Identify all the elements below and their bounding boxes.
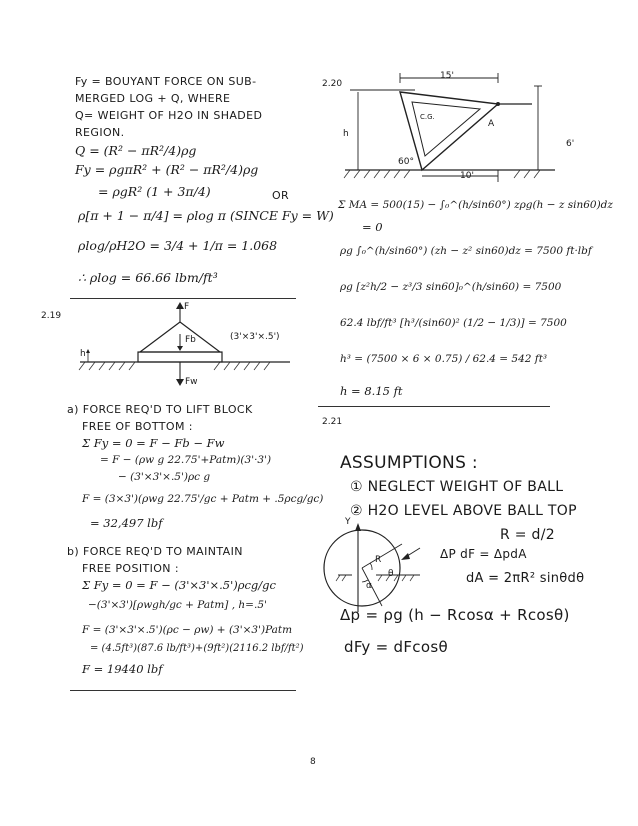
equation-radius: R = d/2: [500, 527, 555, 543]
divider-left-top: [70, 298, 296, 299]
equation-rho-balance: ρ[π + 1 − π/4] = ρlog π (SINCE Fy = W): [78, 208, 334, 223]
label-force-fb: Fb: [185, 335, 196, 345]
intro-line-4: REGION.: [75, 126, 125, 139]
label-block-dimensions: (3'×3'×.5'): [230, 332, 280, 342]
label-pressure-force: ΔP dF = ΔpdA: [440, 547, 527, 561]
label-angle-theta: θ: [388, 569, 394, 579]
assumption-1: ① NEGLECT WEIGHT OF BALL: [350, 479, 564, 495]
part-b-title-2: FREE POSITION :: [82, 562, 179, 575]
gate-diagram-2-20: [340, 72, 570, 187]
equation-fy-1: Fy = ρgπR² + (R² − πR²/4)ρg: [75, 162, 259, 177]
assumption-2: ② H2O LEVEL ABOVE BALL TOP: [350, 503, 577, 519]
label-force-fw: Fw: [185, 377, 198, 387]
part-a-result: = 32,497 lbf: [90, 516, 163, 530]
part-b-title-1: b) FORCE REQ'D TO MAINTAIN: [67, 545, 243, 558]
intro-line-3: Q= WEIGHT OF H2O IN SHADED: [75, 109, 263, 122]
part-a-equation-1: Σ Fy = 0 = F − Fb − Fw: [82, 436, 225, 450]
label-dimension-6ft: 6': [566, 139, 575, 149]
equation-q: Q = (R² − πR²/4)ρg: [75, 143, 197, 158]
part-b-equation-1: Σ Fy = 0 = F − (3'×3'×.5')ρcg/gc: [82, 578, 276, 592]
moment-equation-5: 62.4 lbf/ft³ [h³/(sin60)² (1/2 − 1/3)] = 7500: [340, 317, 567, 329]
label-angle-60: 60°: [398, 157, 414, 167]
label-dimension-10ft: 10': [460, 171, 474, 181]
part-a-title-2: FREE OF BOTTOM :: [82, 420, 193, 433]
problem-number-2-20: 2.20: [322, 79, 343, 89]
part-a-equation-2: = F − (ρw g 22.75'+Patm)(3'·3'): [100, 454, 272, 466]
part-b-equation-4: = (4.5ft³)(87.6 lb/ft³)+(9ft²)(2116.2 lbf/ft²): [90, 643, 304, 654]
moment-equation-2: = 0: [362, 220, 383, 234]
moment-equation-6: h³ = (7500 × 6 × 0.75) / 62.4 = 542 ft³: [340, 353, 548, 365]
block-diagram-2-19: [60, 300, 300, 390]
label-y-axis: Y: [345, 517, 351, 527]
moment-equation-4: ρg [z²h/2 − z³/3 sin60]₀^(h/sin60) = 7500: [340, 281, 562, 293]
part-b-equation-2: −(3'×3')[ρwgh/gc + Patm] , h=.5': [88, 599, 267, 611]
problem-number-2-21: 2.21: [322, 417, 343, 427]
divider-right: [318, 406, 550, 407]
moment-equation-1: Σ MA = 500(15) − ∫₀^(h/sin60°) zρg(h − z sin60)dz: [338, 199, 613, 211]
label-depth-h: h: [80, 349, 86, 359]
equation-density-result: ∴ ρlog = 66.66 lbm/ft³: [78, 270, 218, 285]
ball-diagram-2-21: [330, 517, 450, 615]
part-a-equation-3: − (3'×3'×.5')ρc g: [118, 471, 211, 483]
intro-line-2: MERGED LOG + Q, WHERE: [75, 92, 231, 105]
or-label: OR: [272, 189, 290, 202]
label-hinge-a: A: [488, 119, 495, 129]
equation-density-ratio: ρlog/ρH2O = 3/4 + 1/π = 1.068: [78, 238, 278, 253]
label-depth-h-2-20: h: [343, 129, 349, 139]
page-number: 8: [310, 757, 316, 767]
result-h-2-20: h = 8.15 ft: [340, 384, 403, 398]
equation-pressure-diff: Δp = ρg (h − Rcosα + Rcosθ): [340, 606, 570, 624]
assumptions-heading: ASSUMPTIONS :: [340, 453, 478, 473]
equation-vertical-force: dFy = dFcosθ: [344, 638, 448, 656]
equation-area-element: dA = 2πR² sinθdθ: [466, 571, 585, 586]
part-b-equation-3: F = (3'×3'×.5')(ρc − ρw) + (3'×3')Patm: [82, 624, 293, 636]
label-angle-alpha: α: [366, 581, 372, 591]
label-ball-radius: R: [375, 555, 382, 565]
label-center-of-gravity: C.G.: [420, 113, 435, 121]
label-dimension-15ft: 15': [440, 71, 454, 81]
part-a-equation-4: F = (3×3')(ρwg 22.75'/gc + Patm + .5ρcg/gc): [82, 493, 324, 505]
part-b-result: F = 19440 lbf: [82, 662, 163, 676]
part-a-title-1: a) FORCE REQ'D TO LIFT BLOCK: [67, 403, 253, 416]
divider-left-bottom: [70, 690, 296, 691]
equation-fy-2: = ρgR² (1 + 3π/4): [98, 184, 211, 199]
moment-equation-3: ρg ∫₀^(h/sin60°) (zh − z² sin60)dz = 7500 ft·lbf: [340, 245, 592, 257]
problem-number-2-19: 2.19: [41, 311, 62, 321]
intro-line-1: Fy = BOUYANT FORCE ON SUB-: [75, 75, 257, 88]
label-force-f: F: [184, 302, 190, 312]
